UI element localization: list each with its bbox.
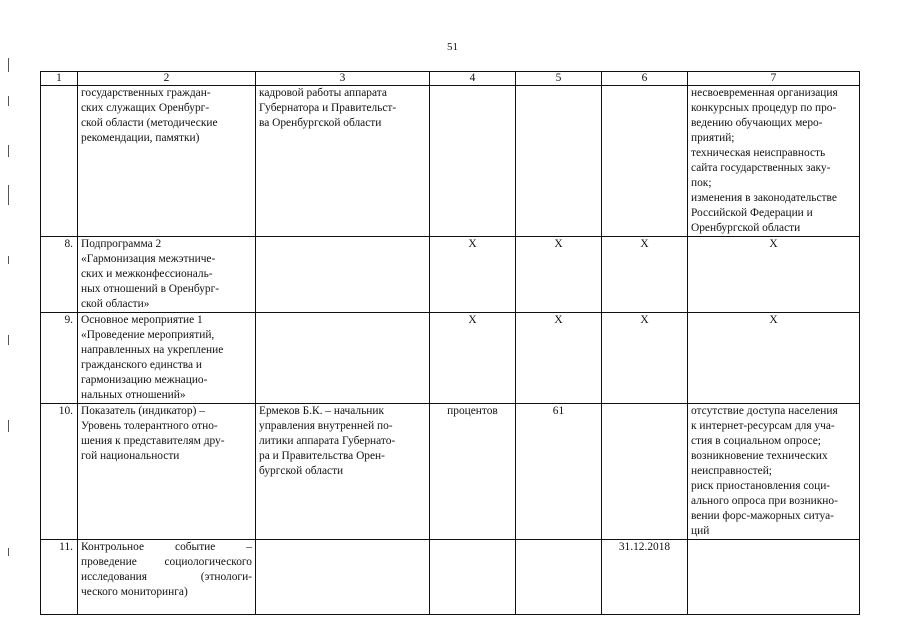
cell-text-line: бургской области — [259, 465, 344, 477]
cell-text-line: ального опроса при возникно- — [691, 495, 838, 507]
cell-text-line: гармонизацию межнацио- — [81, 374, 208, 386]
unit-cell — [430, 86, 516, 237]
responsible-cell — [256, 313, 430, 404]
risk-cell — [688, 313, 860, 404]
cell-text-line: шения к представителям дру- — [81, 435, 225, 447]
table-body — [41, 86, 860, 615]
cell-text-line: X — [769, 238, 778, 250]
cell-text-line: ных отношений в Оренбург- — [81, 283, 220, 295]
cell-text-line: ских служащих Оренбург- — [81, 102, 210, 114]
date-cell: X — [602, 313, 688, 404]
cell-text-line: нальных отношений» — [81, 389, 186, 401]
value-cell — [516, 86, 602, 237]
table-row — [41, 86, 860, 237]
row-number-cell: 9. — [41, 313, 78, 404]
cell-text-line: «Гармонизация межэтниче- — [81, 253, 216, 265]
cell-text-line: неисправностей; — [691, 465, 772, 477]
table-row — [41, 404, 860, 540]
cell-text-line: «Проведение мероприятий, — [81, 329, 215, 341]
cell-text-line: государственных граждан- — [81, 87, 211, 99]
cell-text-line: рекомендации, памятки) — [81, 132, 200, 144]
cell-text-line: сайта государственных заку- — [691, 162, 831, 174]
cell-text-line: конкурсных процедур по про- — [691, 102, 837, 114]
cell-text-line: несвоевременная организация — [691, 87, 838, 99]
responsible-cell — [256, 237, 430, 313]
cell-text-line: гой национальности — [81, 450, 180, 462]
row-number-cell: 11. — [41, 540, 78, 615]
risk-cell — [688, 237, 860, 313]
row-number-cell — [41, 86, 78, 237]
cell-text-line: управления внутренней по- — [259, 420, 393, 432]
responsible-cell — [256, 86, 430, 237]
header-cell: 7 — [688, 72, 860, 86]
unit-cell — [430, 540, 516, 615]
date-cell — [602, 404, 688, 540]
cell-text-line: возникновение технических — [691, 450, 828, 462]
cell-text-line: отсутствие доступа населения — [691, 405, 838, 417]
cell-text-line: вении форс-мажорных ситуа- — [691, 510, 834, 522]
table-row — [41, 313, 860, 404]
header-cell: 1 — [41, 72, 78, 86]
header-cell: 4 — [430, 72, 516, 86]
cell-text-line: Ермеков Б.К. – начальник — [259, 405, 385, 417]
cell-text-line: кадровой работы аппарата — [259, 87, 387, 99]
page-number: 51 — [447, 41, 458, 53]
name-cell — [78, 540, 256, 615]
risk-cell — [688, 404, 860, 540]
unit-cell: X — [430, 313, 516, 404]
cell-text-line: ра и Правительства Орен- — [259, 450, 385, 462]
cell-text-line: к интернет-ресурсам для уча- — [691, 420, 835, 432]
cell-text-line: приятий; — [691, 132, 735, 144]
header-cell: 6 — [602, 72, 688, 86]
cell-text-line: изменения в законодательстве — [691, 192, 837, 204]
date-cell — [602, 86, 688, 237]
value-cell: X — [516, 237, 602, 313]
row-number-cell: 8. — [41, 237, 78, 313]
header-cell: 2 — [78, 72, 256, 86]
name-cell — [78, 86, 256, 237]
header-cell: 3 — [256, 72, 430, 86]
name-cell — [78, 313, 256, 404]
date-cell: X — [602, 237, 688, 313]
cell-text-line: X — [769, 314, 778, 326]
cell-text-line: ских и межконфессиональ- — [81, 268, 213, 280]
cell-text-line: ций — [691, 525, 710, 537]
cell-text-line: проведение социологического — [81, 556, 252, 568]
cell-text-line: литики аппарата Губернато- — [259, 435, 396, 447]
responsible-cell — [256, 404, 430, 540]
risk-cell — [688, 540, 860, 615]
table-header-row — [41, 72, 860, 86]
responsible-cell — [256, 540, 430, 615]
risk-cell — [688, 86, 860, 237]
row-number-cell: 10. — [41, 404, 78, 540]
scan-margin-marks — [8, 0, 10, 640]
cell-text-line: Контрольное событие – — [81, 541, 252, 553]
cell-text-line: исследования (этнологи- — [81, 571, 252, 583]
cell-text-line: ской области (методические — [81, 117, 218, 129]
cell-text-line: Подпрограмма 2 — [81, 238, 162, 250]
cell-text-line: Основное мероприятие 1 — [81, 314, 203, 326]
cell-text-line: ческого мониторинга) — [81, 586, 188, 598]
name-cell — [78, 404, 256, 540]
header-cell: 5 — [516, 72, 602, 86]
cell-text-line: риск приостановления соци- — [691, 480, 831, 492]
cell-text-line: техническая неисправность — [691, 147, 826, 159]
date-cell: 31.12.2018 — [602, 540, 688, 615]
cell-text-line: ведению обучающих меро- — [691, 117, 823, 129]
cell-text-line: пок; — [691, 177, 712, 189]
cell-text-line: Уровень толерантного отно- — [81, 420, 218, 432]
cell-text-line: Показатель (индикатор) – — [81, 405, 205, 417]
unit-cell: процентов — [430, 404, 516, 540]
cell-text-line: ской области» — [81, 298, 150, 310]
value-cell — [516, 540, 602, 615]
table-row — [41, 540, 860, 615]
document-table — [40, 71, 860, 615]
cell-text-line: направленных на укрепление — [81, 344, 224, 356]
cell-text-line: стия в социальном опросе; — [691, 435, 821, 447]
cell-text-line: гражданского единства и — [81, 359, 203, 371]
cell-text-line: Российской Федерации и — [691, 207, 813, 219]
cell-text-line: Губернатора и Правительст- — [259, 102, 397, 114]
name-cell — [78, 237, 256, 313]
value-cell: X — [516, 313, 602, 404]
cell-text-line: Оренбургской области — [691, 222, 801, 234]
value-cell: 61 — [516, 404, 602, 540]
cell-text-line: ва Оренбургской области — [259, 117, 382, 129]
unit-cell: X — [430, 237, 516, 313]
table-row — [41, 237, 860, 313]
